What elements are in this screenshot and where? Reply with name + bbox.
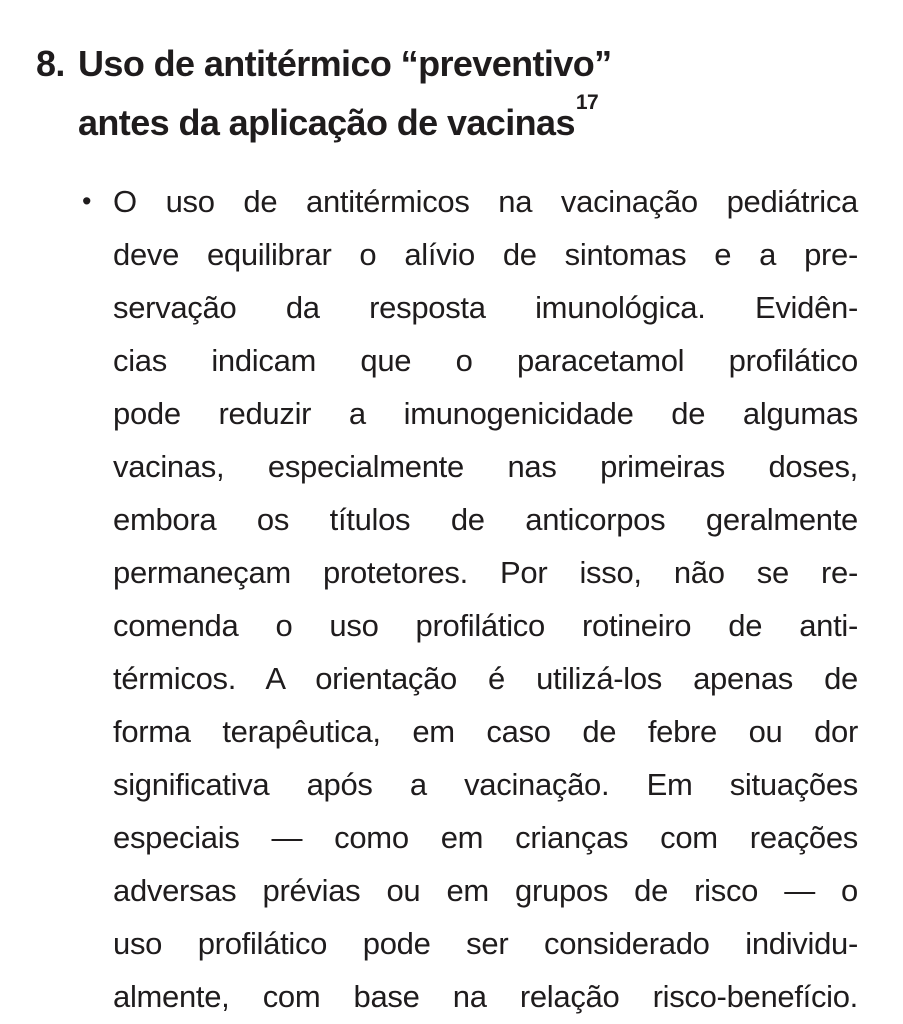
paragraph-line: servação da resposta imunológica. Evidên- bbox=[113, 290, 858, 325]
paragraph-line: deve equilibrar o alívio de sintomas e a pre- bbox=[113, 237, 858, 272]
paragraph-line: pode reduzir a imunogenicidade de algumas bbox=[113, 396, 858, 431]
paragraph-line: térmicos. A orientação é utilizá-los apenas de bbox=[113, 661, 858, 696]
section-title-line-1: Uso de antitérmico “preventivo” bbox=[78, 43, 612, 84]
paragraph-line: comenda o uso profilático rotineiro de anti- bbox=[113, 608, 858, 643]
section-number: 8. bbox=[36, 43, 65, 84]
section-title-line-2 bbox=[78, 90, 863, 149]
paragraph bbox=[113, 175, 858, 1023]
paragraph-line: almente, com base na relação risco-benefício. bbox=[113, 979, 858, 1014]
paragraph-line: especiais — como em crianças com reações bbox=[113, 820, 858, 855]
section-heading bbox=[36, 38, 863, 149]
paragraph-line: embora os títulos de anticorpos geralmente bbox=[113, 502, 858, 537]
paragraph-line: adversas prévias ou em grupos de risco — o bbox=[113, 873, 858, 908]
footnote-reference: 17 bbox=[575, 91, 599, 114]
paragraph-line: O uso de antitérmicos na vacinação pediátrica bbox=[113, 184, 858, 219]
bullet-icon: • bbox=[82, 186, 92, 216]
paragraph-line: cias indicam que o paracetamol profilático bbox=[113, 343, 858, 378]
paragraph-line: vacinas, especialmente nas primeiras doses, bbox=[113, 449, 858, 484]
paragraph-line: forma terapêutica, em caso de febre ou dor bbox=[113, 714, 858, 749]
paragraph-line: uso profilático pode ser considerado individu- bbox=[113, 926, 858, 961]
section-title-line-2-text: antes da aplicação de vacinas bbox=[78, 102, 575, 143]
paragraph-line: significativa após a vacinação. Em situações bbox=[113, 767, 858, 802]
section-title bbox=[78, 38, 863, 149]
paragraph-line: permaneçam protetores. Por isso, não se re- bbox=[113, 555, 858, 590]
bullet-item bbox=[82, 175, 903, 1023]
